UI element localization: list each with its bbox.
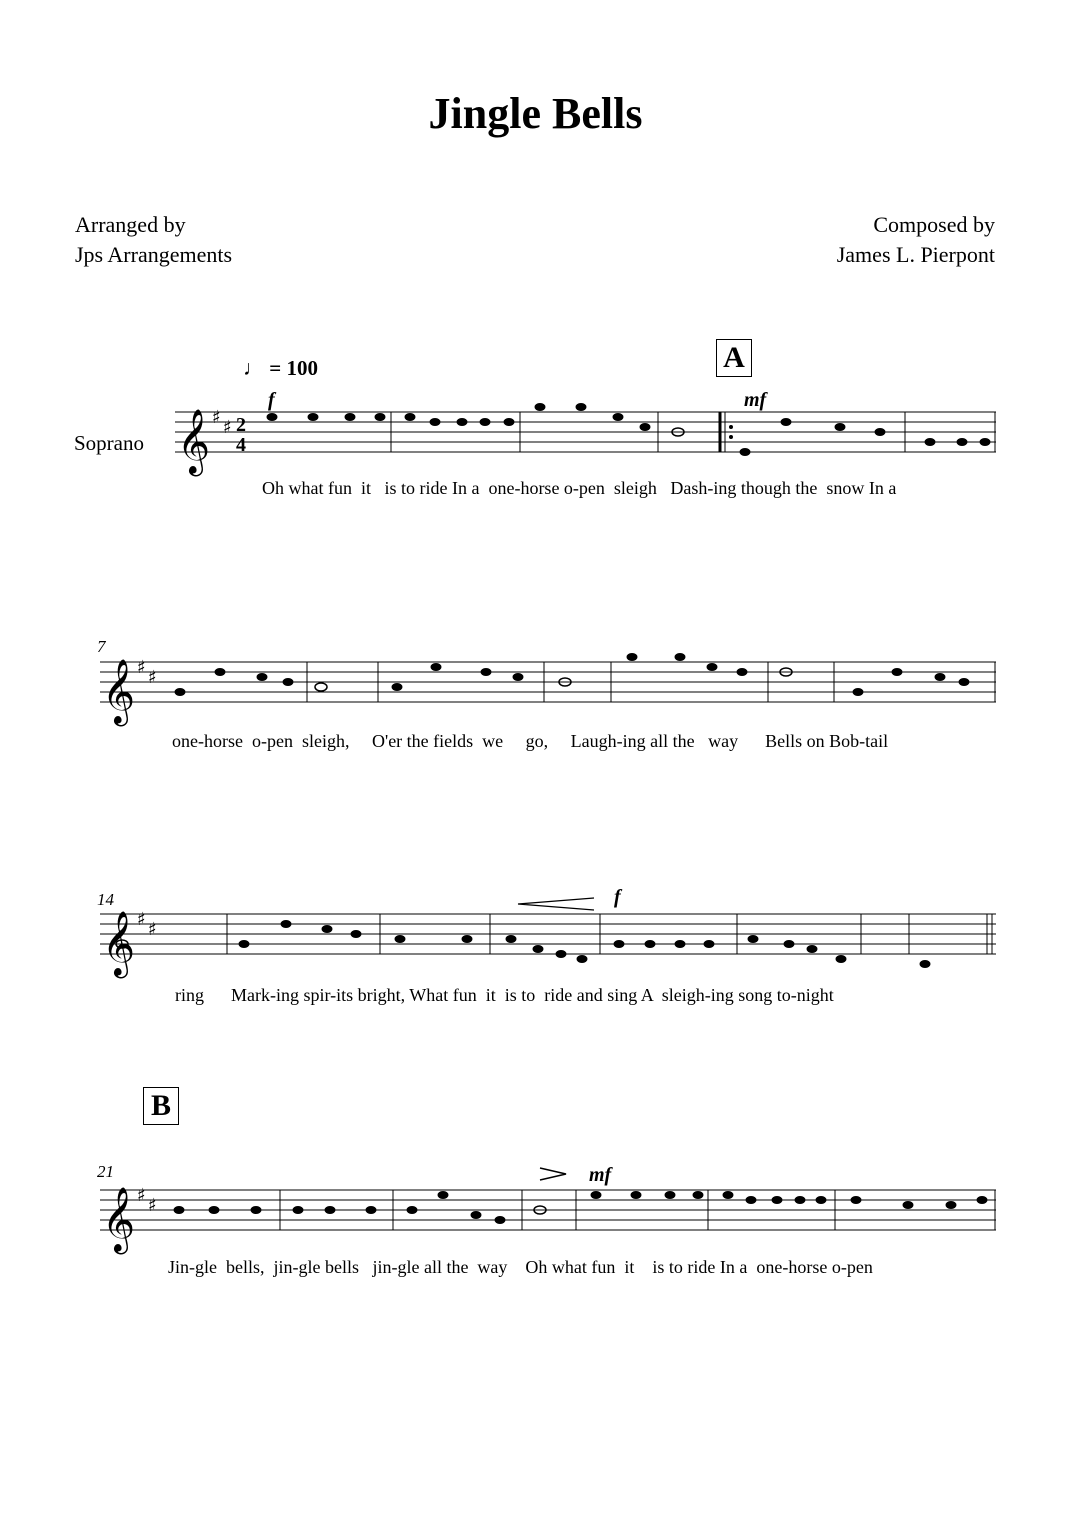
time-signature: 2: [236, 414, 246, 436]
arranger-label: Arranged by: [75, 212, 186, 237]
staff-lines: [100, 1190, 996, 1230]
crescendo-hairpin: [518, 898, 594, 910]
dynamic-marking: f: [268, 389, 275, 411]
accent-mark: [540, 1168, 566, 1180]
key-signature: ♯: [137, 1185, 146, 1206]
treble-clef-icon: 𝄞: [102, 659, 136, 724]
svg-text:♯: ♯: [148, 1195, 157, 1216]
treble-clef-icon: 𝄞: [177, 409, 211, 474]
measure-number: 21: [97, 1162, 114, 1181]
dynamic-marking: mf: [744, 389, 767, 411]
treble-clef-icon: 𝄞: [102, 911, 136, 976]
svg-text:♯: ♯: [148, 667, 157, 688]
notes: [175, 653, 970, 696]
rehearsal-mark-a: A: [716, 339, 752, 377]
key-signature: ♯: [212, 407, 221, 428]
lyrics-line: Oh what fun it is to ride In a one-horse o-pen sleigh Dash-ing though the snow In a: [262, 478, 897, 498]
notes: [174, 1191, 988, 1224]
arranger-credit: [75, 210, 232, 270]
staff-lines: [100, 914, 996, 954]
tempo-value: = 100: [269, 356, 318, 380]
lyrics-line: one-horse o-pen sleigh, O'er the fields we go, Laugh-ing all the way Bells on Bob-tail: [172, 731, 889, 751]
key-signature: ♯: [137, 909, 146, 930]
measure-number: 7: [97, 637, 106, 656]
rehearsal-mark-b: B: [143, 1087, 179, 1125]
arranger-name: Jps Arrangements: [75, 242, 233, 267]
dynamic-marking: mf: [589, 1164, 612, 1186]
lyrics-line: ring Mark-ing spir-its bright, What fun it is to ride and sing A sleigh-ing song to-night: [175, 985, 834, 1005]
quarter-note-icon: ♩: [243, 356, 264, 380]
composer-credit: [837, 210, 995, 270]
svg-text:♯: ♯: [223, 417, 232, 438]
dynamic-marking: f: [614, 886, 621, 908]
staff-system-4: [0, 1158, 1071, 1308]
composer-name: James L. Pierpont: [836, 242, 995, 267]
measure-number: 14: [97, 890, 114, 909]
treble-clef-icon: 𝄞: [102, 1187, 136, 1252]
instrument-name: Soprano: [74, 431, 144, 455]
svg-text:♯: ♯: [148, 919, 157, 940]
staff-system-1: [0, 380, 1071, 530]
notes: [267, 403, 991, 456]
svg-text:4: 4: [236, 434, 246, 456]
staff-lines: [175, 412, 996, 452]
staff-system-3: [0, 880, 1071, 1030]
composer-label: Composed by: [873, 212, 995, 237]
key-signature: ♯: [137, 657, 146, 678]
score-title: Jingle Bells: [428, 89, 643, 138]
staff-system-2: [0, 628, 1071, 778]
tempo-marking: [243, 356, 318, 381]
staff-lines: [100, 662, 996, 702]
lyrics-line: Jin-gle bells, jin-gle bells jin-gle all the way Oh what fun it is to ride In a one-horse o-pen: [168, 1257, 873, 1277]
